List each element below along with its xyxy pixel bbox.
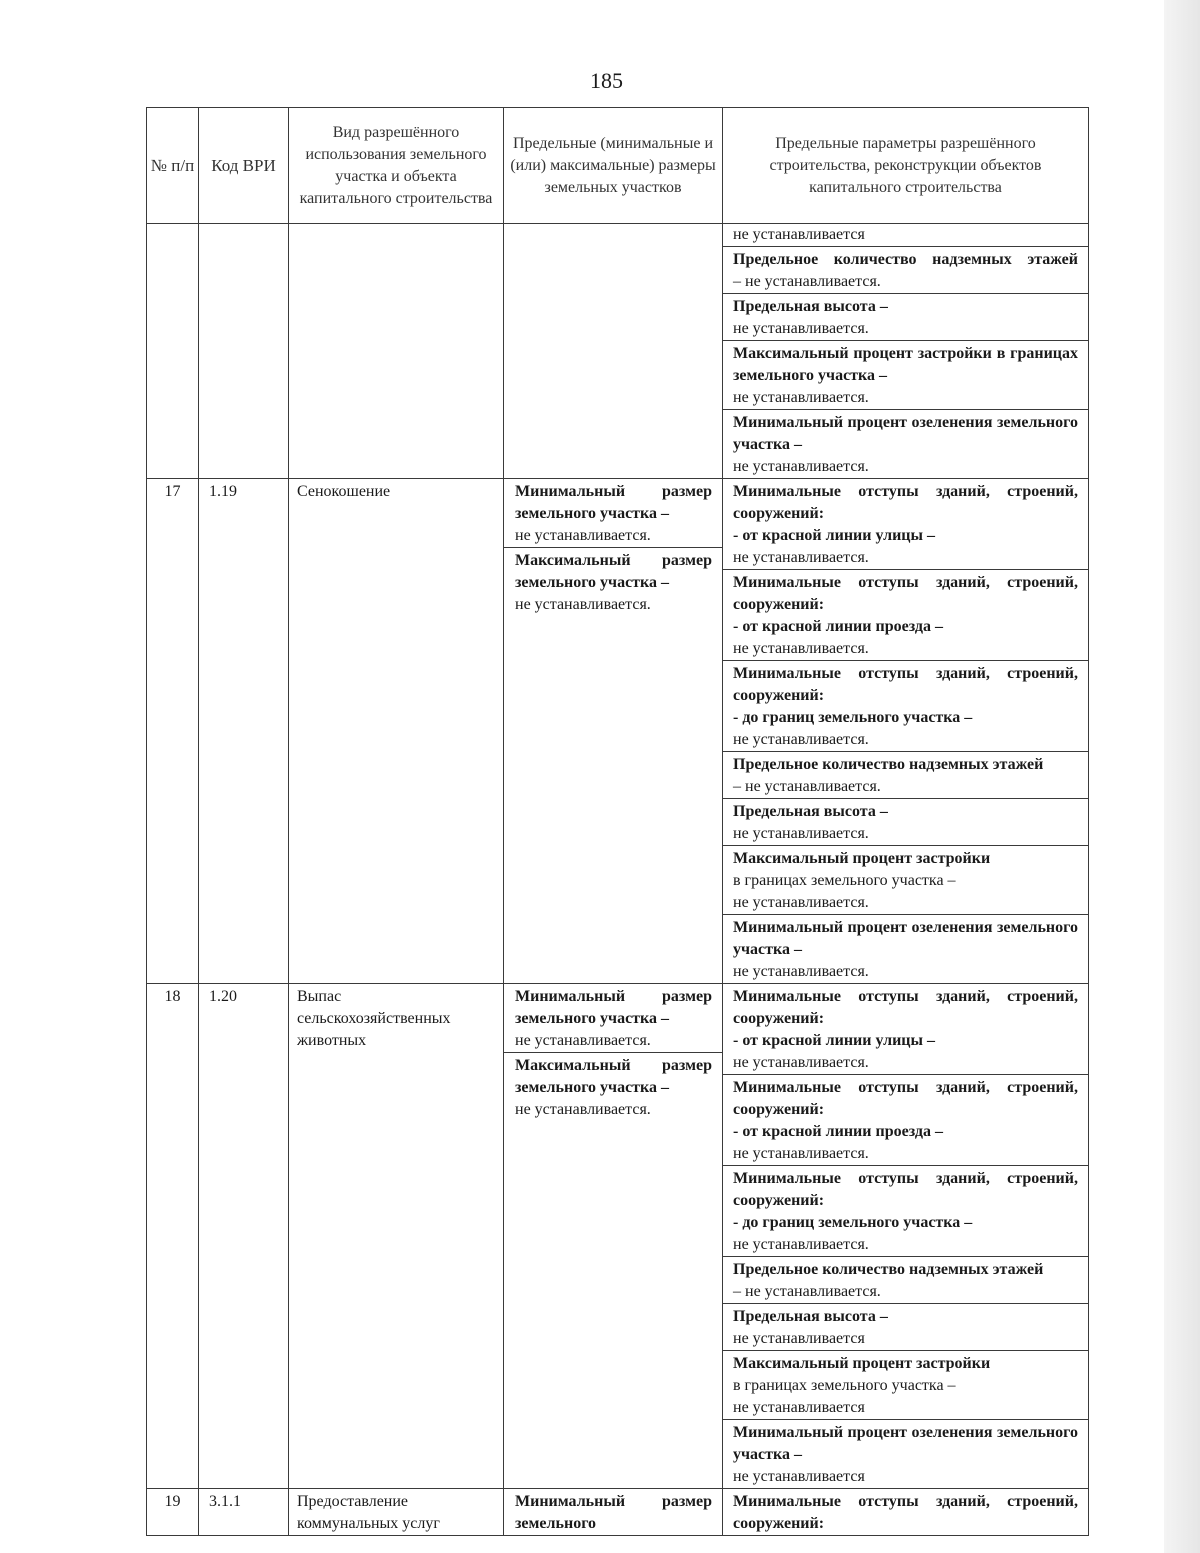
table-row-17 (147, 479, 1089, 984)
row-code: 1.19 (199, 479, 289, 984)
row-use-name: Выпас сельскохозяйственных животных (289, 984, 504, 1489)
scan-edge (1164, 0, 1200, 1553)
row-number: 19 (147, 1489, 199, 1536)
row-number: 18 (147, 984, 199, 1489)
cell-num (147, 224, 199, 479)
cell-sizes (504, 224, 723, 479)
header-use-type: Вид разрешённого использования земельного участка и объекта капитального строительства (289, 108, 504, 224)
cell-name (289, 224, 504, 479)
cell-sizes (504, 479, 723, 984)
cell-code (199, 224, 289, 479)
regulations-table (146, 107, 1089, 1536)
header-num: № п/п (147, 108, 199, 224)
size-item: Максимальный размер земельного участка – не устанавливается. (504, 547, 722, 616)
header-sizes: Предельные (минимальные и (или) максимальные) размеры земельных участков (504, 108, 723, 224)
param-item: Минимальные отступы зданий, строений, сооружений: - от красной линии проезда – не устанавливается. (723, 569, 1088, 660)
param-item: Минимальный процент озеленения земельного участка – не устанавливается. (723, 914, 1088, 983)
param-item: Предельное количество надземных этажей – не устанавливается. (723, 751, 1088, 798)
table-row-18 (147, 984, 1089, 1489)
table-row-19 (147, 1489, 1089, 1536)
size-item: Минимальный размер земельного участка – не устанавливается. (515, 483, 712, 544)
row-use-name: Предоставление коммунальных услуг (289, 1489, 504, 1536)
param-item: Минимальные отступы зданий, строений, сооружений: - до границ земельного участка – не устанавливается. (723, 660, 1088, 751)
table-header-row (147, 108, 1089, 224)
param-item: Максимальный процент застройки в границах земельного участка – не устанавливается. (723, 340, 1088, 409)
cell-params (723, 1489, 1089, 1536)
cell-sizes (504, 1489, 723, 1536)
size-item: Минимальный размер земельного (515, 1493, 712, 1532)
size-item: Максимальный размер земельного участка – не устанавливается. (504, 1052, 722, 1121)
cell-sizes (504, 984, 723, 1489)
param-item: не устанавливается (733, 226, 865, 243)
cell-params (723, 224, 1089, 479)
param-item: Предельное количество надземных этажей – не устанавливается. (723, 246, 1088, 293)
cell-params (723, 984, 1089, 1489)
row-number: 17 (147, 479, 199, 984)
param-item: Предельная высота – не устанавливается. (723, 798, 1088, 845)
size-item: Минимальный размер земельного участка – не устанавливается. (515, 988, 712, 1049)
header-params: Предельные параметры разрешённого строительства, реконструкции объектов капитального строительства (723, 108, 1089, 224)
param-item: Предельное количество надземных этажей – не устанавливается. (723, 1256, 1088, 1303)
page-number: 185 (590, 68, 623, 93)
param-item: Минимальный процент озеленения земельного участка – не устанавливается (723, 1419, 1088, 1488)
param-item: Минимальные отступы зданий, строений, сооружений: - от красной линии улицы – не устанавливается. (733, 483, 1078, 566)
param-item: Максимальный процент застройки в границах земельного участка – не устанавливается (723, 1350, 1088, 1419)
row-code: 1.20 (199, 984, 289, 1489)
param-item: Минимальные отступы зданий, строений, сооружений: (733, 1493, 1078, 1532)
row-code: 3.1.1 (199, 1489, 289, 1536)
param-item: Минимальные отступы зданий, строений, сооружений: - от красной линии улицы – не устанавливается. (733, 988, 1078, 1071)
param-item: Минимальные отступы зданий, строений, сооружений: - до границ земельного участка – не устанавливается. (723, 1165, 1088, 1256)
param-item: Минимальный процент озеленения земельного участка – не устанавливается. (723, 409, 1088, 478)
header-code: Код ВРИ (199, 108, 289, 224)
cell-params (723, 479, 1089, 984)
table-row-continuation (147, 224, 1089, 479)
param-item: Минимальные отступы зданий, строений, сооружений: - от красной линии проезда – не устанавливается. (723, 1074, 1088, 1165)
row-use-name: Сенокошение (289, 479, 504, 984)
param-item: Предельная высота – не устанавливается. (723, 293, 1088, 340)
param-item: Предельная высота – не устанавливается (723, 1303, 1088, 1350)
param-item: Максимальный процент застройки в границах земельного участка – не устанавливается. (723, 845, 1088, 914)
